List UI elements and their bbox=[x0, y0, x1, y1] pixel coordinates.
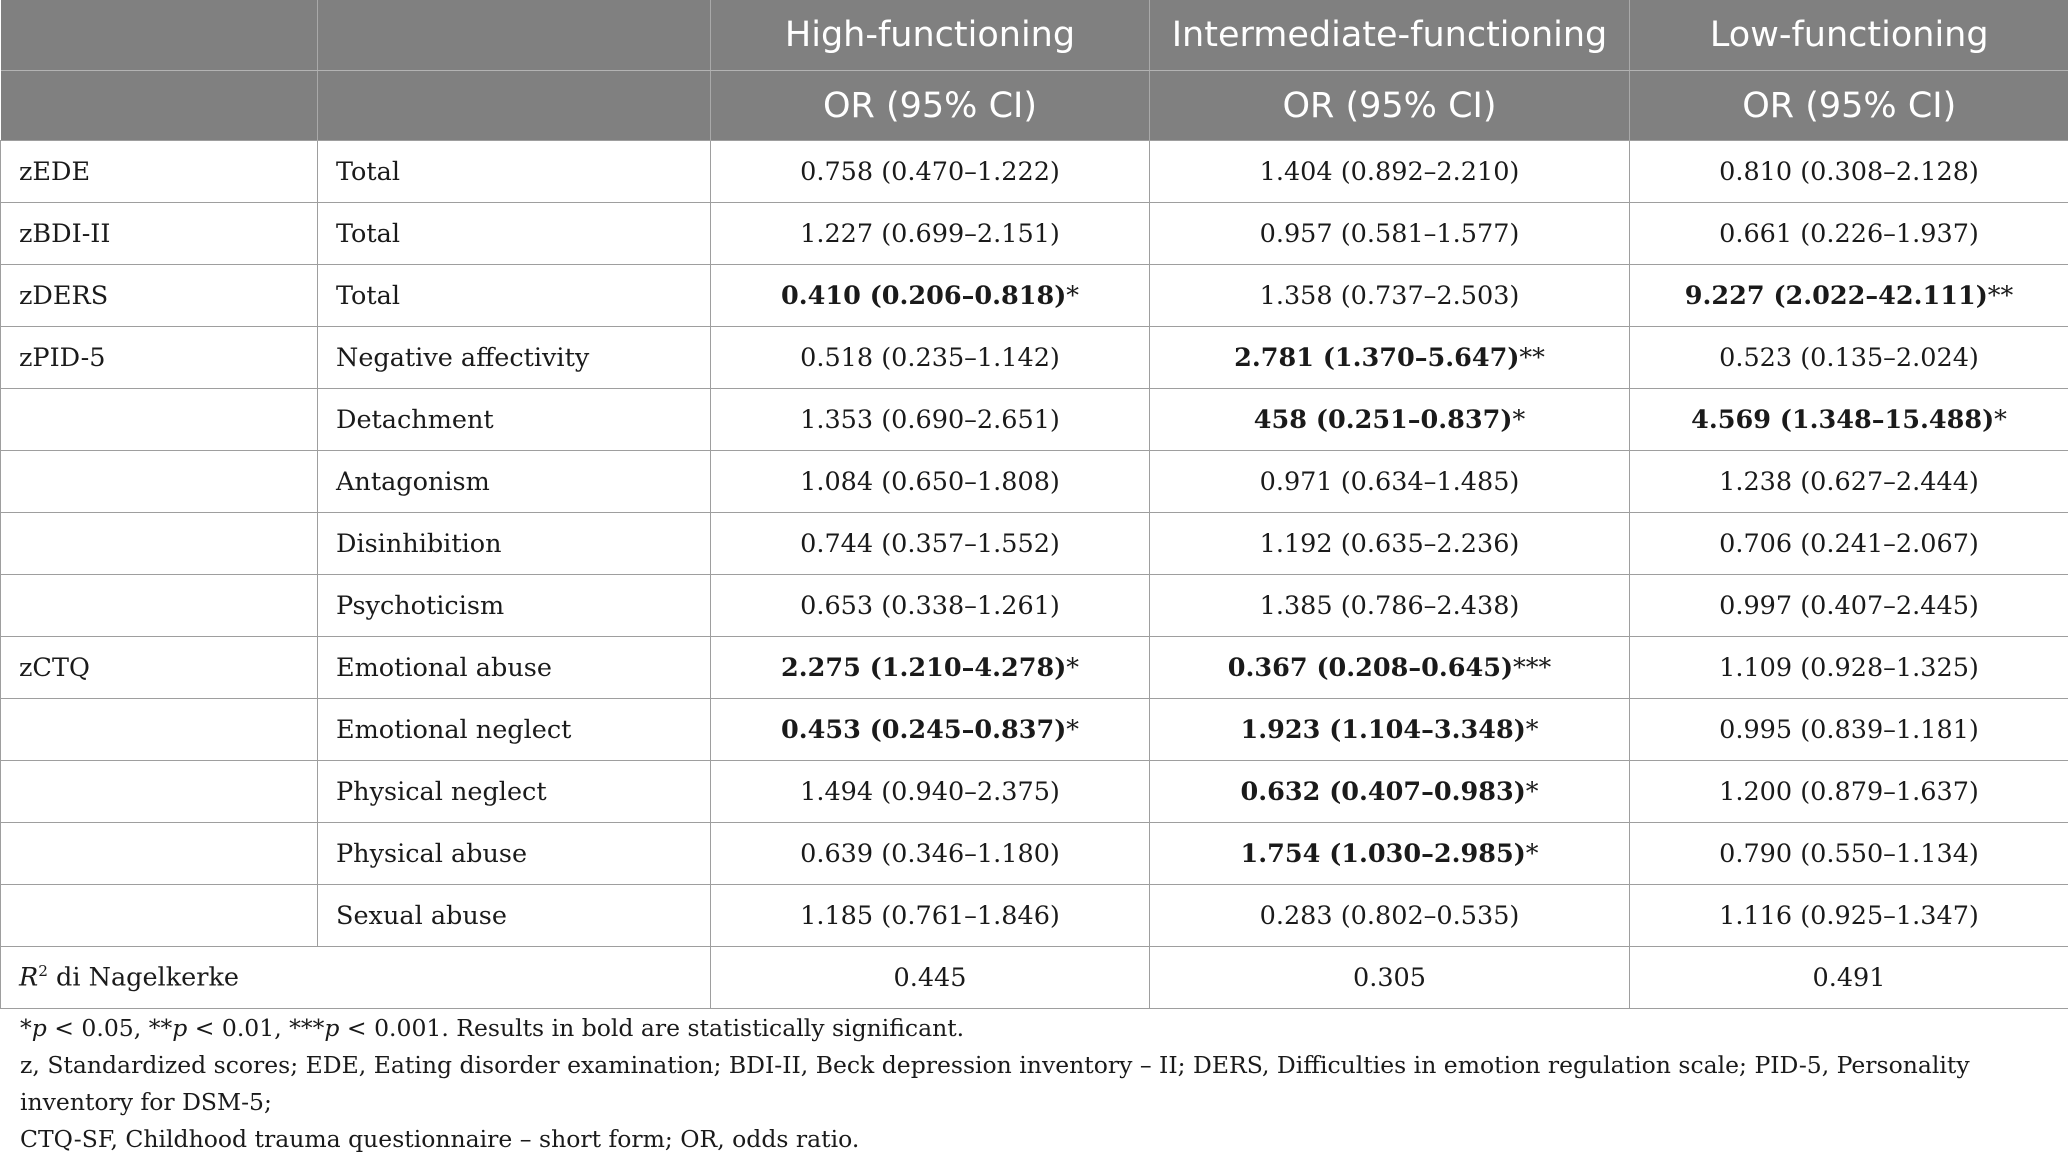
subscale-cell: Disinhibition bbox=[318, 513, 711, 575]
or-value: 1.084 (0.650–1.808) bbox=[800, 467, 1060, 497]
subscale-cell: Detachment bbox=[318, 389, 711, 451]
or-value: 1.754 (1.030–2.985) bbox=[1240, 839, 1525, 869]
significance-marker: * bbox=[1512, 405, 1525, 435]
or-value: 0.706 (0.241–2.067) bbox=[1719, 529, 1979, 559]
table-row bbox=[1, 389, 2068, 451]
subscale-cell: Total bbox=[318, 203, 711, 265]
table-row bbox=[1, 203, 2068, 265]
table-row bbox=[1, 451, 2068, 513]
or-cell-low bbox=[1630, 203, 2068, 265]
or-cell-low bbox=[1630, 265, 2068, 327]
or-value: 1.494 (0.940–2.375) bbox=[800, 777, 1060, 807]
header-cell-subscale bbox=[318, 0, 711, 71]
measure-cell bbox=[1, 885, 318, 947]
measure-cell bbox=[1, 389, 318, 451]
or-cell-low bbox=[1630, 637, 2068, 699]
or-cell-inter bbox=[1150, 327, 1630, 389]
or-cell-high bbox=[711, 389, 1150, 451]
table-row bbox=[1, 761, 2068, 823]
table-row bbox=[1, 265, 2068, 327]
footnote-segment: < 0.001. Results in bold are statistically significant. bbox=[339, 1014, 964, 1042]
or-value: 9.227 (2.022–42.111) bbox=[1685, 281, 1988, 311]
significance-marker: * bbox=[1526, 839, 1539, 869]
or-cell-low bbox=[1630, 823, 2068, 885]
or-value: 0.790 (0.550–1.134) bbox=[1719, 839, 1979, 869]
table-row bbox=[1, 823, 2068, 885]
significance-marker: * bbox=[1526, 715, 1539, 745]
or-value: 0.639 (0.346–1.180) bbox=[800, 839, 1060, 869]
table-footnotes bbox=[20, 1010, 2050, 1158]
or-value: 2.781 (1.370–5.647) bbox=[1234, 343, 1519, 373]
table-row bbox=[1, 575, 2068, 637]
subscale-cell: Physical abuse bbox=[318, 823, 711, 885]
or-cell-high bbox=[711, 141, 1150, 203]
subscale-cell: Antagonism bbox=[318, 451, 711, 513]
subheader-cell-high: OR (95% CI) bbox=[711, 71, 1150, 141]
measure-cell: zBDI-II bbox=[1, 203, 318, 265]
header-row-groups bbox=[1, 0, 2068, 71]
or-cell-low bbox=[1630, 513, 2068, 575]
or-cell-inter bbox=[1150, 699, 1630, 761]
or-cell-inter bbox=[1150, 265, 1630, 327]
r2-label-cell bbox=[1, 947, 711, 1009]
or-value: 0.661 (0.226–1.937) bbox=[1719, 219, 1979, 249]
or-cell-inter bbox=[1150, 451, 1630, 513]
measure-cell bbox=[1, 575, 318, 637]
or-cell-low bbox=[1630, 389, 2068, 451]
or-value: 1.238 (0.627–2.444) bbox=[1719, 467, 1979, 497]
subscale-cell: Emotional abuse bbox=[318, 637, 711, 699]
significance-marker: * bbox=[1994, 405, 2007, 435]
or-cell-high bbox=[711, 265, 1150, 327]
or-value: 0.283 (0.802–0.535) bbox=[1260, 901, 1520, 931]
or-cell-inter bbox=[1150, 203, 1630, 265]
table-row bbox=[1, 885, 2068, 947]
footnote-abbreviations-cont: CTQ-SF, Childhood trauma questionnaire – short form; OR, odds ratio. bbox=[20, 1121, 2050, 1158]
header-cell-high: High-functioning bbox=[711, 0, 1150, 71]
significance-marker: * bbox=[1066, 653, 1079, 683]
subheader-cell-intermediate: OR (95% CI) bbox=[1150, 71, 1630, 141]
or-value: 0.518 (0.235–1.142) bbox=[800, 343, 1060, 373]
measure-cell: zDERS bbox=[1, 265, 318, 327]
or-cell-inter bbox=[1150, 389, 1630, 451]
measure-cell bbox=[1, 513, 318, 575]
footnote-abbreviations: z, Standardized scores; EDE, Eating disorder examination; BDI-II, Beck depression inventory – II; DERS, Difficulties in emotion regulation scale; PID-5, Personality inventory for DSM-5; bbox=[20, 1047, 2050, 1121]
subheader-cell-subscale bbox=[318, 71, 711, 141]
measure-cell bbox=[1, 699, 318, 761]
or-cell-low bbox=[1630, 761, 2068, 823]
table-row bbox=[1, 699, 2068, 761]
table-row bbox=[1, 513, 2068, 575]
or-cell-low bbox=[1630, 451, 2068, 513]
footnote-segment: < 0.01, *** bbox=[187, 1014, 324, 1042]
subscale-cell: Emotional neglect bbox=[318, 699, 711, 761]
or-cell-high bbox=[711, 513, 1150, 575]
header-cell-low: Low-functioning bbox=[1630, 0, 2068, 71]
or-cell-high bbox=[711, 327, 1150, 389]
or-value: 0.995 (0.839–1.181) bbox=[1719, 715, 1979, 745]
subheader-cell-measure bbox=[1, 71, 318, 141]
significance-marker: * bbox=[1066, 281, 1079, 311]
or-cell-low bbox=[1630, 699, 2068, 761]
footnote-segment: p bbox=[32, 1014, 47, 1042]
measure-cell: zCTQ bbox=[1, 637, 318, 699]
table-row bbox=[1, 141, 2068, 203]
or-value: 1.353 (0.690–2.651) bbox=[800, 405, 1060, 435]
significance-marker: *** bbox=[1513, 653, 1551, 683]
subscale-cell: Total bbox=[318, 265, 711, 327]
or-cell-high bbox=[711, 637, 1150, 699]
or-cell-inter bbox=[1150, 637, 1630, 699]
or-value: 0.744 (0.357–1.552) bbox=[800, 529, 1060, 559]
r2-symbol: R bbox=[19, 963, 38, 993]
r2-value-inter: 0.305 bbox=[1150, 947, 1630, 1009]
footnote-segment: * bbox=[20, 1014, 32, 1042]
or-value: 1.358 (0.737–2.503) bbox=[1260, 281, 1520, 311]
or-cell-high bbox=[711, 885, 1150, 947]
r2-value-low: 0.491 bbox=[1630, 947, 2068, 1009]
subscale-cell: Total bbox=[318, 141, 711, 203]
or-value: 458 (0.251–0.837) bbox=[1254, 405, 1513, 435]
or-value: 0.523 (0.135–2.024) bbox=[1719, 343, 1979, 373]
or-value: 2.275 (1.210–4.278) bbox=[781, 653, 1066, 683]
or-value: 4.569 (1.348–15.488) bbox=[1691, 405, 1994, 435]
or-cell-inter bbox=[1150, 885, 1630, 947]
or-cell-high bbox=[711, 699, 1150, 761]
or-value: 1.385 (0.786–2.438) bbox=[1260, 591, 1520, 621]
measure-cell: zEDE bbox=[1, 141, 318, 203]
or-value: 1.227 (0.699–2.151) bbox=[800, 219, 1060, 249]
significance-marker: * bbox=[1526, 777, 1539, 807]
or-cell-high bbox=[711, 575, 1150, 637]
table-header bbox=[1, 0, 2068, 141]
table-row bbox=[1, 327, 2068, 389]
or-value: 0.653 (0.338–1.261) bbox=[800, 591, 1060, 621]
r2-value-high: 0.445 bbox=[711, 947, 1150, 1009]
table-row bbox=[1, 637, 2068, 699]
or-value: 1.404 (0.892–2.210) bbox=[1260, 157, 1520, 187]
or-cell-high bbox=[711, 823, 1150, 885]
subscale-cell: Sexual abuse bbox=[318, 885, 711, 947]
or-value: 0.758 (0.470–1.222) bbox=[800, 157, 1060, 187]
significance-marker: * bbox=[1066, 715, 1079, 745]
measure-cell: zPID-5 bbox=[1, 327, 318, 389]
or-value: 0.971 (0.634–1.485) bbox=[1260, 467, 1520, 497]
subscale-cell: Psychoticism bbox=[318, 575, 711, 637]
measure-cell bbox=[1, 823, 318, 885]
or-value: 0.453 (0.245–0.837) bbox=[781, 715, 1066, 745]
or-value: 0.367 (0.208–0.645) bbox=[1228, 653, 1513, 683]
measure-cell bbox=[1, 451, 318, 513]
r2-label-text: di Nagelkerke bbox=[48, 963, 239, 993]
or-cell-inter bbox=[1150, 141, 1630, 203]
or-value: 0.810 (0.308–2.128) bbox=[1719, 157, 1979, 187]
or-value: 1.192 (0.635–2.236) bbox=[1260, 529, 1520, 559]
r2-superscript: 2 bbox=[38, 962, 48, 980]
or-cell-inter bbox=[1150, 823, 1630, 885]
or-cell-inter bbox=[1150, 761, 1630, 823]
footnote-significance bbox=[20, 1010, 2050, 1047]
or-cell-high bbox=[711, 203, 1150, 265]
or-value: 0.632 (0.407–0.983) bbox=[1240, 777, 1525, 807]
or-cell-low bbox=[1630, 327, 2068, 389]
or-value: 1.200 (0.879–1.637) bbox=[1719, 777, 1979, 807]
table-body bbox=[1, 141, 2068, 1009]
or-value: 1.116 (0.925–1.347) bbox=[1719, 901, 1979, 931]
or-value: 0.957 (0.581–1.577) bbox=[1260, 219, 1520, 249]
significance-marker: ** bbox=[1519, 343, 1545, 373]
subheader-cell-low: OR (95% CI) bbox=[1630, 71, 2068, 141]
footnote-segment: p bbox=[172, 1014, 187, 1042]
or-cell-low bbox=[1630, 141, 2068, 203]
significance-marker: ** bbox=[1988, 281, 2014, 311]
footnote-segment: p bbox=[324, 1014, 339, 1042]
or-value: 1.923 (1.104–3.348) bbox=[1240, 715, 1525, 745]
header-row-or bbox=[1, 71, 2068, 141]
header-cell-measure bbox=[1, 0, 318, 71]
or-value: 1.109 (0.928–1.325) bbox=[1719, 653, 1979, 683]
subscale-cell: Negative affectivity bbox=[318, 327, 711, 389]
or-value: 1.185 (0.761–1.846) bbox=[800, 901, 1060, 931]
header-cell-intermediate: Intermediate-functioning bbox=[1150, 0, 1630, 71]
or-cell-inter bbox=[1150, 513, 1630, 575]
table-row-r2 bbox=[1, 947, 2068, 1009]
or-cell-low bbox=[1630, 575, 2068, 637]
subscale-cell: Physical neglect bbox=[318, 761, 711, 823]
or-cell-high bbox=[711, 761, 1150, 823]
or-value: 0.997 (0.407–2.445) bbox=[1719, 591, 1979, 621]
or-value: 0.410 (0.206–0.818) bbox=[781, 281, 1066, 311]
or-cell-low bbox=[1630, 885, 2068, 947]
measure-cell bbox=[1, 761, 318, 823]
or-cell-high bbox=[711, 451, 1150, 513]
footnote-segment: < 0.05, ** bbox=[47, 1014, 172, 1042]
or-cell-inter bbox=[1150, 575, 1630, 637]
